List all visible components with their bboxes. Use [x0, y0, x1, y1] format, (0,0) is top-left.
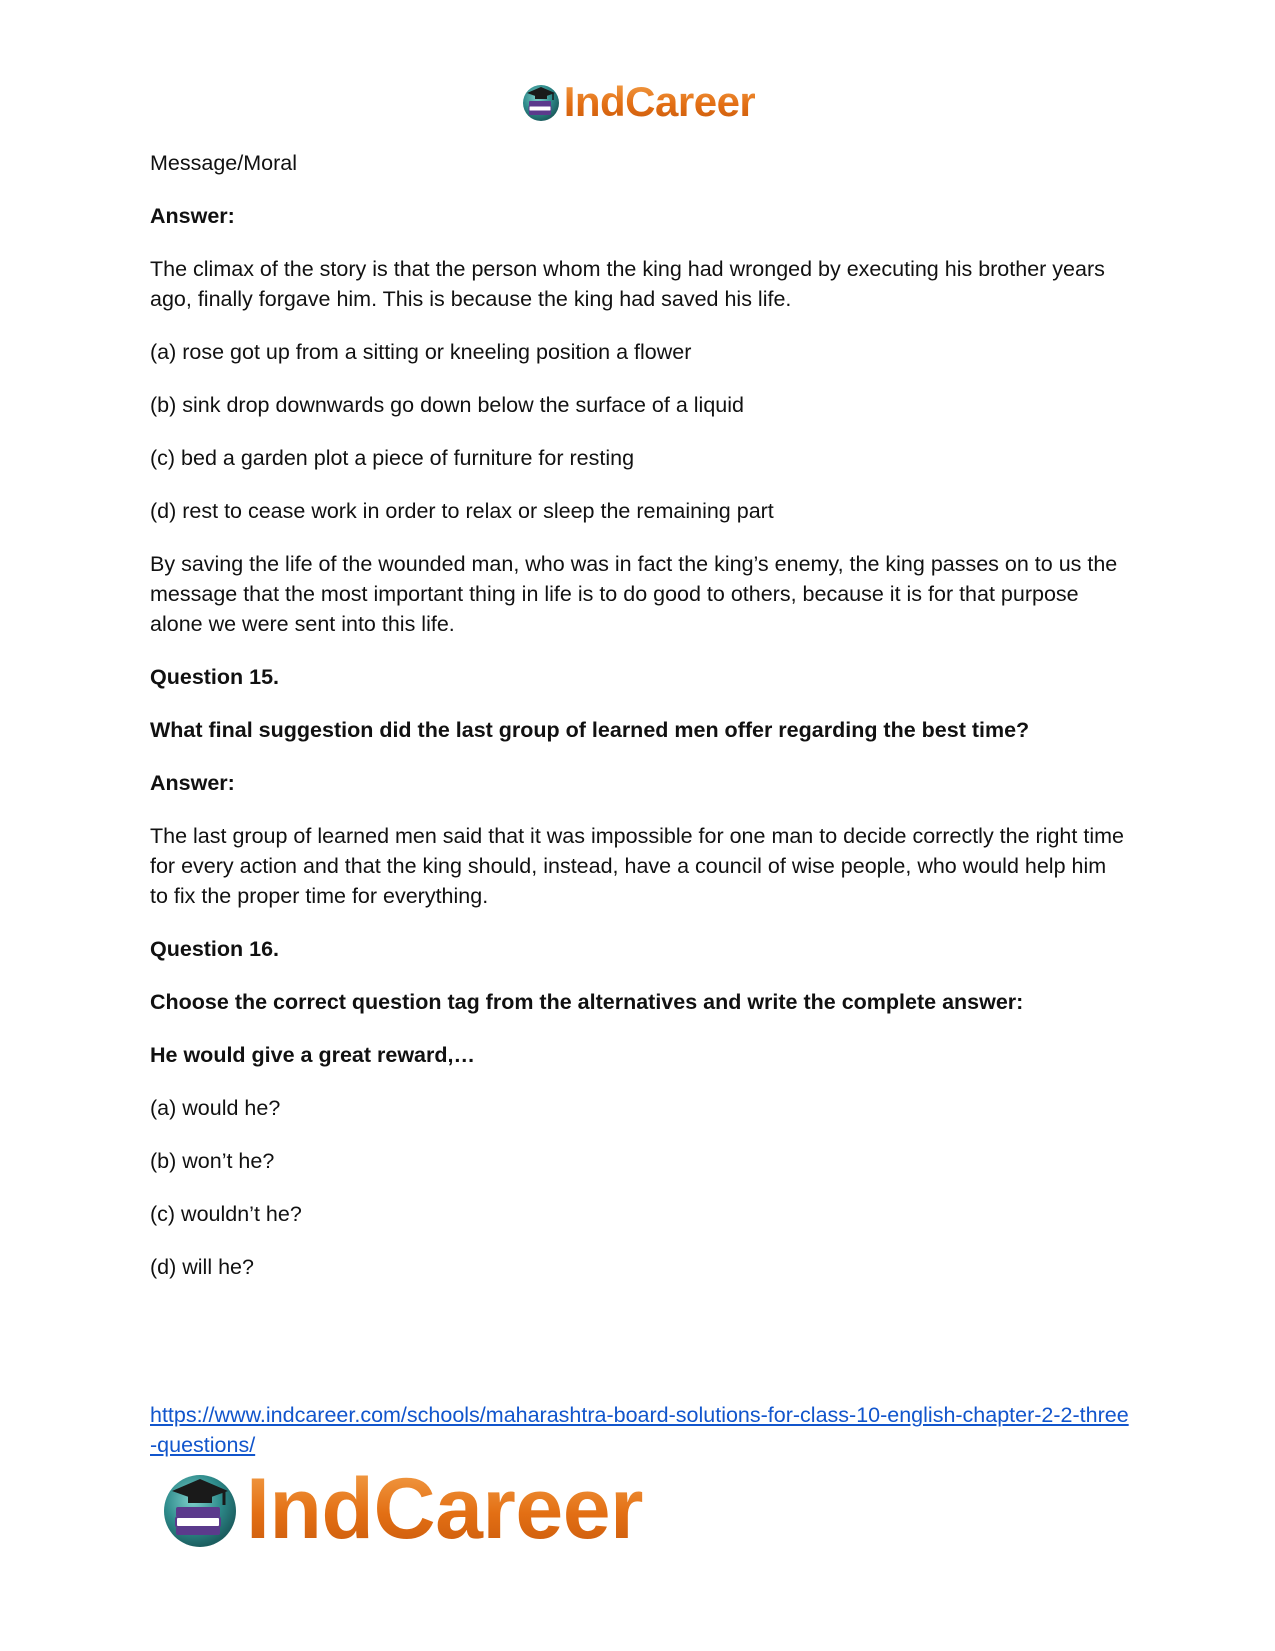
answer-paragraph: By saving the life of the wounded man, who was in fact the king’s enemy, the king passes on to us the message that the most important thing in life is to do good to others, because it is for that purpose alone we were sent into this life.: [150, 552, 1118, 636]
answer-label: Answer:: [150, 204, 235, 228]
logo-text: IndCareer: [246, 1461, 643, 1557]
list-item: (d) rest to cease work in order to relax or sleep the remaining part: [150, 499, 774, 523]
paragraph-heading: Message/Moral: [150, 151, 297, 175]
list-item: (b) sink drop downwards go down below the surface of a liquid: [150, 393, 744, 417]
question-number: Question 15.: [150, 665, 280, 689]
footer-logo-area: [158, 1461, 643, 1557]
graduation-cap-globe-icon: [158, 1467, 242, 1551]
list-item: (c) bed a garden plot a piece of furniture for resting: [150, 446, 635, 470]
header-logo-area: [0, 80, 1275, 124]
question-text: Choose the correct question tag from the alternatives and write the complete answer:: [150, 990, 1024, 1014]
answer-paragraph: The climax of the story is that the person whom the king had wronged by executing his brother years ago, finally forgave him. This is because the king had saved his life.: [150, 257, 1105, 311]
answer-label: Answer:: [150, 771, 235, 795]
indcareer-logo: [520, 80, 756, 124]
option-item: (a) would he?: [150, 1096, 281, 1120]
document-body: [150, 148, 1125, 1305]
question-text: What final suggestion did the last group of learned men offer regarding the best time?: [150, 718, 1030, 742]
option-item: (d) will he?: [150, 1255, 254, 1279]
answer-paragraph: The last group of learned men said that it was impossible for one man to decide correctly the right time for every action and that the king should, instead, have a council of wise people, who would help him to fix the proper time for everything.: [150, 824, 1124, 908]
option-item: (c) wouldn’t he?: [150, 1202, 302, 1226]
question-prompt: He would give a great reward,…: [150, 1043, 475, 1067]
indcareer-logo-large: [158, 1461, 643, 1557]
option-item: (b) won’t he?: [150, 1149, 275, 1173]
graduation-cap-globe-icon: [520, 81, 562, 123]
question-number: Question 16.: [150, 937, 280, 961]
logo-text: IndCareer: [563, 78, 756, 125]
list-item: (a) rose got up from a sitting or kneeling position a flower: [150, 340, 692, 364]
source-url-link[interactable]: https://www.indcareer.com/schools/maharashtra-board-solutions-for-class-10-english-chapter-2-2-three-questions/: [150, 1403, 1129, 1457]
